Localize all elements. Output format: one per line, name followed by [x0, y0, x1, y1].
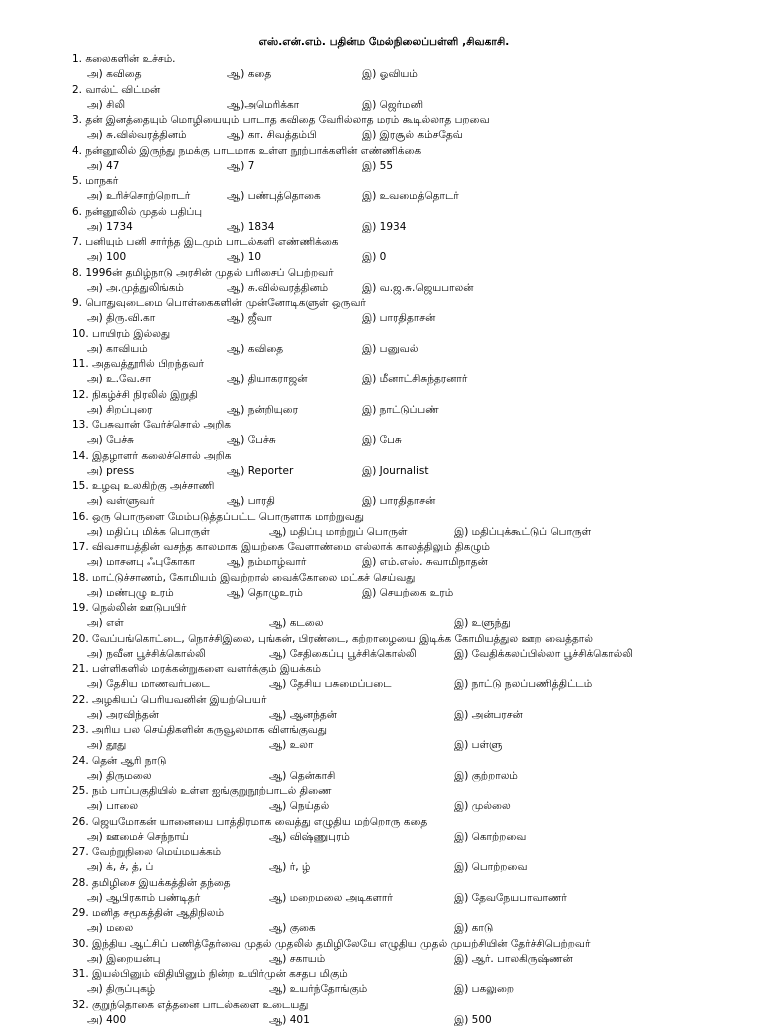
question-text: 19. நெல்லின் ஊடுபயிர் [72, 601, 762, 616]
option-b: ஆ) 7 [227, 159, 254, 175]
question-text: 25. நம் பாப்பகுதியில் உள்ள ஐங்குறுநூற்பாடல் திணை [72, 784, 762, 799]
question-text: 20. வேப்பங்கொட்டை, நொச்சிஇலை, புங்கன், பிரண்டை, கற்றாழையை இடிக்க கோமியத்துல ஊற வைத்தால் [72, 632, 762, 647]
question-text: 1. கலைகளின் உச்சம். [72, 52, 762, 67]
answer-options [72, 494, 762, 510]
option-c: இ) செயற்கை உரம் [362, 586, 453, 602]
option-b: ஆ) பாரதி [227, 494, 275, 510]
option-a: அ) மலை [87, 921, 133, 937]
answer-options [72, 372, 762, 388]
answer-options [72, 982, 762, 998]
option-b: ஆ) தென்காசி [269, 769, 335, 785]
question-item [72, 662, 762, 693]
option-a: அ) இறையன்பு [87, 952, 160, 968]
answer-options [72, 342, 762, 358]
option-c: இ) 0 [362, 250, 386, 266]
answer-options [72, 189, 762, 205]
question-text: 22. அழகியப் பெரியவனின் இயற்பெயர் [72, 693, 762, 708]
answer-options [72, 586, 762, 602]
question-text: 13. பேசுவான் வேர்ச்சொல் அறிக [72, 418, 762, 433]
option-a: அ) பாலை [87, 799, 138, 815]
option-b: ஆ) நெய்தல் [269, 799, 329, 815]
option-b: ஆ) கதை [227, 67, 271, 83]
option-c: இ) பகலுறை [454, 982, 514, 998]
question-item [72, 693, 762, 724]
answer-options [72, 433, 762, 449]
answer-options [72, 311, 762, 327]
option-b: ஆ) கா. சிவத்தம்பி [227, 128, 317, 144]
option-c: இ) குற்றாலம் [454, 769, 518, 785]
option-a: அ) அ.முத்துலிங்கம் [87, 281, 184, 297]
option-c: இ) பாரதிதாசன் [362, 494, 435, 510]
option-a: அ) எள் [87, 616, 124, 632]
option-a: அ) உரிச்சொற்றொடர் [87, 189, 190, 205]
option-b: ஆ) 10 [227, 250, 261, 266]
question-text: 11. அதவத்தூரில் பிறந்தவர் [72, 357, 762, 372]
option-b: ஆ) தொழுஉரம் [227, 586, 303, 602]
question-item [72, 815, 762, 846]
option-b: ஆ) சேதிகைப்பு பூச்சிக்கொல்லி [269, 647, 417, 663]
option-a: அ) சு.வில்வரத்தினம் [87, 128, 187, 144]
question-item [72, 266, 762, 297]
answer-options [72, 616, 762, 632]
option-b: ஆ) விஷ்ணுபுரம் [269, 830, 350, 846]
option-a: அ) மாசனபு ஃபுகோகா [87, 555, 195, 571]
option-b: ஆ) 401 [269, 1013, 310, 1028]
answer-options [72, 677, 762, 693]
answer-options [72, 860, 762, 876]
question-text: 29. மனித சமூகத்தின் ஆதிநிலம் [72, 906, 762, 921]
page-title: எஸ்.என்.எம். பதின்ம மேல்நிலைப்பள்ளி ,சிவகாசி. [0, 36, 768, 49]
option-a: அ) திருமலை [87, 769, 152, 785]
question-text: 21. பள்ளிகளில் மரக்கன்றுகளை வளர்க்கும் இயக்கம் [72, 662, 762, 677]
option-b: ஆ) கடலை [269, 616, 323, 632]
option-a: அ) உ.வே.சா [87, 372, 151, 388]
option-a: அ) கவிதை [87, 67, 142, 83]
option-a: அ) 100 [87, 250, 126, 266]
question-item [72, 876, 762, 907]
option-a: அ) திருப்புகழ் [87, 982, 155, 998]
question-text: 23. அரிய பல செய்திகளின் கருவூலமாக விளங்குவது [72, 723, 762, 738]
option-b: ஆ) ஆனந்தன் [269, 708, 337, 724]
option-c: இ) 500 [454, 1013, 492, 1028]
option-c: இ) நாட்டு நலப்பணித்திட்டம் [454, 677, 592, 693]
option-b: ஆ) 1834 [227, 220, 274, 236]
option-a: அ) ஊமைச் செந்நாய் [87, 830, 189, 846]
option-b: ஆ) Reporter [227, 464, 293, 480]
option-c: இ) பள்ளு [454, 738, 502, 754]
option-c: இ) ஓவியம் [362, 67, 418, 83]
question-text: 26. ஜெயமோகன் யானையை பாத்திரமாக வைத்து எழுதிய மற்றொரு கதை [72, 815, 762, 830]
question-text: 9. பொதுவுடைமை பொள்கைகளின் முன்னோடிகளுள் ஒருவர் [72, 296, 762, 311]
question-text: 15. உழவு உலகிற்கு அச்சாணி [72, 479, 762, 494]
option-c: இ) கொற்றவை [454, 830, 526, 846]
question-item [72, 479, 762, 510]
option-a: அ) வள்ளுவர் [87, 494, 155, 510]
answer-options [72, 830, 762, 846]
option-a: அ) பேச்சு [87, 433, 134, 449]
question-item [72, 205, 762, 236]
question-item [72, 52, 762, 83]
option-a: அ) அரவிந்தன் [87, 708, 159, 724]
answer-options [72, 647, 762, 663]
question-item [72, 998, 762, 1028]
option-c: இ) உவமைத்தொடர் [362, 189, 459, 205]
answer-options [72, 220, 762, 236]
option-a: அ) நவீன பூச்சிக்கொல்லி [87, 647, 206, 663]
answer-options [72, 738, 762, 754]
option-a: அ) தேசிய மாணவர்படை [87, 677, 210, 693]
question-text: 3. தன் இனத்தையும் மொழியையும் பாடாத கவிதை வேரில்லாத மரம் கூடில்லாத பறவை [72, 113, 762, 128]
question-item [72, 174, 762, 205]
option-c: இ) காடு [454, 921, 493, 937]
option-a: அ) மதிப்பு மிக்க பொருள் [87, 525, 210, 541]
option-a: அ) திரு.வி.கா [87, 311, 155, 327]
answer-options [72, 98, 762, 114]
option-b: ஆ) தேசிய பசுமைப்படை [269, 677, 392, 693]
question-text: 30. இந்திய ஆட்சிப் பணித்தேர்வை முதல் முதலில் தமிழிலேயே எழுதிய முதல் முயற்சியின் தேர்ச்சிபெற்றவர் [72, 937, 762, 952]
question-text: 28. தமிழிசை இயக்கத்தின் தந்தை [72, 876, 762, 891]
question-item [72, 784, 762, 815]
option-b: ஆ) சகாயம் [269, 952, 325, 968]
option-c: இ) ஜெர்மனி [362, 98, 423, 114]
option-c: இ) ஆர். பாலகிருஷ்ணன் [454, 952, 573, 968]
option-c: இ) பொற்றவை [454, 860, 527, 876]
answer-options [72, 952, 762, 968]
option-a: அ) 400 [87, 1013, 126, 1028]
option-b: ஆ)அமெரிக்கா [227, 98, 299, 114]
option-c: இ) மதிப்புக்கூட்டுப் பொருள் [454, 525, 591, 541]
option-a: அ) ஆபிரகாம் பண்டிதர் [87, 891, 200, 907]
answer-options [72, 799, 762, 815]
answer-options [72, 1013, 762, 1028]
question-item [72, 510, 762, 541]
question-item [72, 571, 762, 602]
question-text: 7. பனியும் பனி சார்ந்த இடமும் பாடல்களி எண்ணிக்கை [72, 235, 762, 250]
question-text: 31. இயல்பினும் விதியினும் நின்ற உயிர்முன் கசதப மிகும் [72, 967, 762, 982]
question-item [72, 296, 762, 327]
question-text: 10. பாயிரம் இல்லது [72, 327, 762, 342]
question-text: 32. குறுந்தொகை எத்தனை பாடல்களை உடையது [72, 998, 762, 1013]
question-item [72, 327, 762, 358]
question-item [72, 601, 762, 632]
question-list [72, 52, 762, 1028]
answer-options [72, 891, 762, 907]
question-item [72, 235, 762, 266]
option-c: இ) அன்பரசன் [454, 708, 523, 724]
question-item [72, 113, 762, 144]
option-c: இ) இரசூல் கம்சதேவ் [362, 128, 463, 144]
option-b: ஆ) நம்மாழ்வார் [227, 555, 306, 571]
question-item [72, 418, 762, 449]
option-a: அ) சிலி [87, 98, 125, 114]
option-a: அ) மண்புழு உரம் [87, 586, 174, 602]
option-a: அ) காவியம் [87, 342, 148, 358]
option-c: இ) மீனாட்சிசுந்தரனார் [362, 372, 467, 388]
option-a: அ) க், ச், த், ப் [87, 860, 153, 876]
option-b: ஆ) பேச்சு [227, 433, 276, 449]
question-item [72, 967, 762, 998]
option-b: ஆ) மறைமலை அடிகளார் [269, 891, 393, 907]
option-a: அ) 1734 [87, 220, 133, 236]
question-text: 2. வால்ட் விட்மன் [72, 83, 762, 98]
answer-options [72, 708, 762, 724]
question-item [72, 754, 762, 785]
answer-options [72, 555, 762, 571]
option-c: இ) நாட்டுப்பண் [362, 403, 439, 419]
option-c: இ) 1934 [362, 220, 406, 236]
option-a: அ) 47 [87, 159, 119, 175]
option-a: அ) தூது [87, 738, 126, 754]
question-text: 14. இதழாளர் கலைச்சொல் அறிக [72, 449, 762, 464]
question-item [72, 540, 762, 571]
question-text: 6. நன்னூலில் முதல் பதிப்பு [72, 205, 762, 220]
option-c: இ) பனுவல் [362, 342, 418, 358]
question-text: 4. நன்னூலில் இருந்து நமக்கு பாடமாக உள்ள நூற்பாக்களின் எண்ணிக்கை [72, 144, 762, 159]
answer-options [72, 281, 762, 297]
option-c: இ) எம்.எஸ். சுவாமிநாதன் [362, 555, 488, 571]
option-c: இ) வ.ஜ.சு.ஜெயபாலன் [362, 281, 473, 297]
option-c: இ) பேசு [362, 433, 402, 449]
option-b: ஆ) கவிதை [227, 342, 283, 358]
option-c: இ) தேவநேயபாவாணர் [454, 891, 567, 907]
question-item [72, 723, 762, 754]
question-text: 27. வேற்றுநிலை மெய்மயக்கம் [72, 845, 762, 860]
question-text: 8. 1996ன் தமிழ்நாடு அரசின் முதல் பரிசைப் பெற்றவர் [72, 266, 762, 281]
answer-options [72, 128, 762, 144]
answer-options [72, 525, 762, 541]
answer-options [72, 250, 762, 266]
question-item [72, 937, 762, 968]
option-c: இ) உளுந்து [454, 616, 511, 632]
question-text: 24. தென் ஆரி நாடு [72, 754, 762, 769]
option-c: இ) பாரதிதாசன் [362, 311, 435, 327]
question-text: 17. விவசாயத்தின் வசந்த காலமாக இயற்கை வேளாண்மை எல்லாக் காலத்திலும் திகழும் [72, 540, 762, 555]
option-a: அ) சிறப்புரை [87, 403, 152, 419]
question-item [72, 845, 762, 876]
option-a: அ) press [87, 464, 134, 480]
option-c: இ) Journalist [362, 464, 428, 480]
answer-options [72, 67, 762, 83]
question-item [72, 632, 762, 663]
question-text: 12. நிகழ்ச்சி நிரலில் இறுதி [72, 388, 762, 403]
option-b: ஆ) உலா [269, 738, 313, 754]
answer-options [72, 159, 762, 175]
question-text: 16. ஒரு பொருளை மேம்படுத்தப்பட்ட பொருளாக மாற்றுவது [72, 510, 762, 525]
option-b: ஆ) குகை [269, 921, 316, 937]
question-item [72, 144, 762, 175]
option-b: ஆ) நன்றியுரை [227, 403, 298, 419]
option-b: ஆ) தியாகராஜன் [227, 372, 307, 388]
question-item [72, 906, 762, 937]
question-text: 5. மாநகர் [72, 174, 762, 189]
question-text: 18. மாட்டுச்சாணம், கோமியம் இவற்றால் வைக்கோலை மட்கச் செய்வது [72, 571, 762, 586]
question-item [72, 449, 762, 480]
option-c: இ) 55 [362, 159, 393, 175]
answer-options [72, 403, 762, 419]
option-b: ஆ) சு.வில்வரத்தினம் [227, 281, 328, 297]
option-b: ஆ) ர், ழ் [269, 860, 310, 876]
option-b: ஆ) பண்புத்தொகை [227, 189, 321, 205]
option-b: ஆ) ஜீவா [227, 311, 272, 327]
option-b: ஆ) உயர்ந்தோங்கும் [269, 982, 367, 998]
option-c: இ) வேதிக்கலப்பில்லா பூச்சிக்கொல்லி [454, 647, 633, 663]
question-item [72, 83, 762, 114]
option-c: இ) முல்லை [454, 799, 511, 815]
answer-options [72, 769, 762, 785]
option-b: ஆ) மதிப்பு மாற்றுப் பொருள் [269, 525, 407, 541]
answer-options [72, 464, 762, 480]
answer-options [72, 921, 762, 937]
question-item [72, 388, 762, 419]
question-item [72, 357, 762, 388]
